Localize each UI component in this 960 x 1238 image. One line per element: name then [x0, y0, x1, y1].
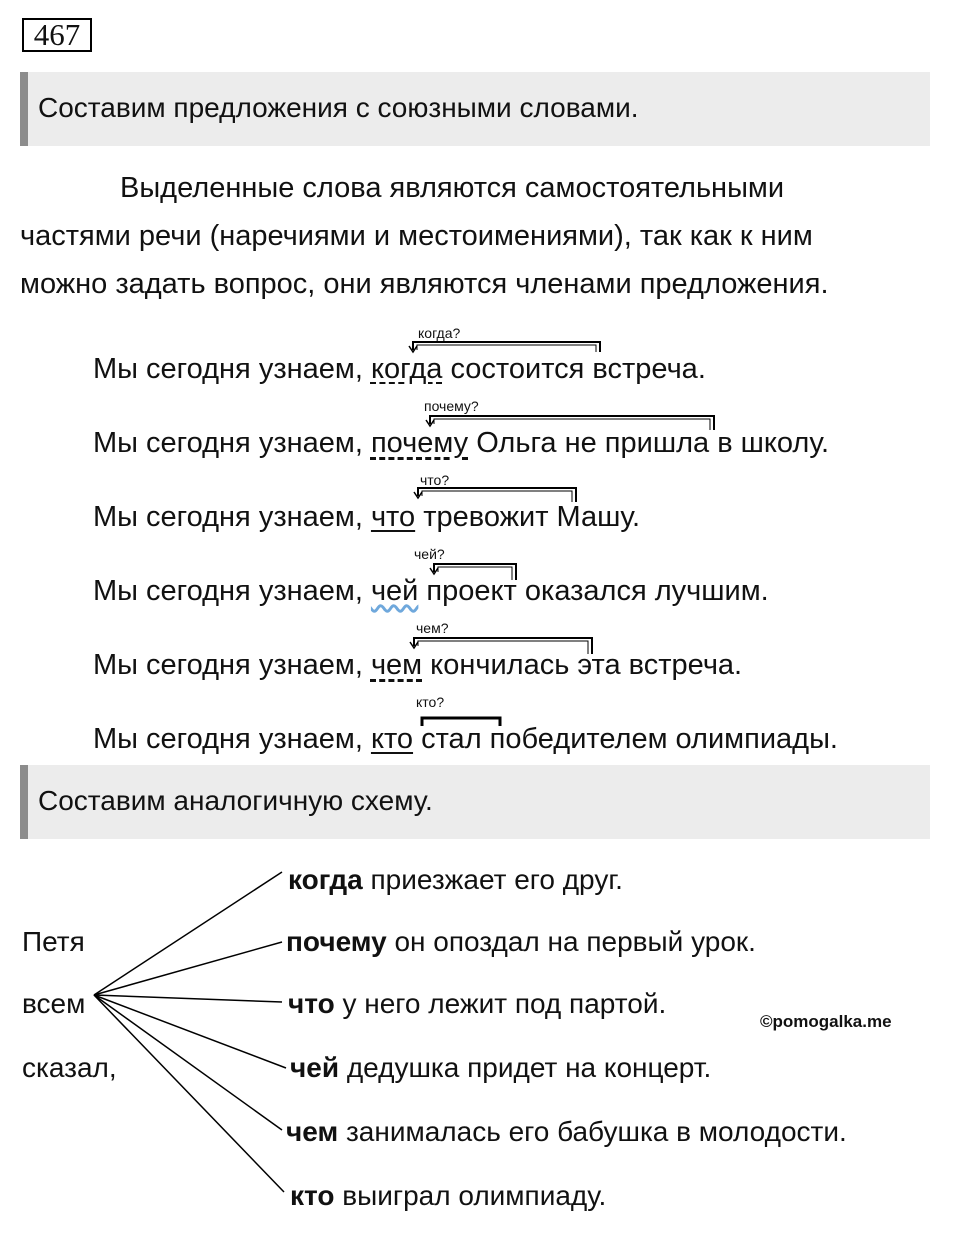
scheme-branch: кто выиграл олимпиаду. — [290, 1180, 607, 1211]
conjunctive-word: когда — [370, 353, 443, 385]
section-heading-1-text: Составим предложения с союзными словами. — [38, 92, 639, 123]
section-heading-2-text: Составим аналогичную схему. — [38, 785, 433, 816]
question-label: чей? — [414, 546, 445, 562]
scheme-branch: что у него лежит под партой. — [288, 988, 667, 1019]
scheme-line — [94, 995, 282, 1130]
main-clause-word: Петя — [22, 926, 85, 957]
question-label: чем? — [416, 620, 449, 636]
main-clause-word: сказал, — [22, 1052, 117, 1083]
scheme-branch: чем занималась его бабушка в молодости. — [286, 1116, 847, 1147]
scheme-line — [94, 995, 286, 1068]
explanation-line-1: Выделенные слова являются самостоятельными — [120, 172, 785, 204]
scheme-branch: когда приезжает его друг. — [288, 864, 623, 895]
conjunctive-word: чей — [370, 575, 419, 607]
explanation-line-2: частями речи (наречиями и местоимениями), так как к ним — [20, 220, 813, 252]
question-label: когда? — [418, 325, 461, 341]
conjunctive-word: почему — [370, 427, 469, 459]
example-sentence: Мы сегодня узнаем, почему Ольга не пришла в школу. — [93, 427, 829, 459]
scheme-line — [94, 995, 282, 1002]
conjunctive-word: кто — [370, 723, 414, 755]
example-sentence: Мы сегодня узнаем, что тревожит Машу. — [93, 501, 641, 533]
scheme-line — [94, 942, 282, 995]
example-sentence: Мы сегодня узнаем, когда состоится встреча. — [93, 353, 706, 385]
explanation-line-3: можно задать вопрос, они являются членами предложения. — [20, 268, 829, 300]
scheme-branch: чей дедушка придет на концерт. — [290, 1052, 712, 1083]
example-sentence: Мы сегодня узнаем, чем кончилась эта встреча. — [93, 649, 743, 681]
example-sentence: Мы сегодня узнаем, кто стал победителем олимпиады. — [93, 723, 838, 755]
conjunctive-word: чем — [370, 649, 423, 681]
question-label: почему? — [424, 398, 479, 414]
main-clause-word: всем — [22, 988, 86, 1019]
exercise-number: 467 — [22, 18, 92, 52]
watermark: ©pomogalka.me — [760, 1012, 892, 1031]
scheme-line — [94, 872, 282, 995]
scheme-line — [94, 995, 284, 1192]
question-label: кто? — [416, 694, 445, 710]
example-sentence: Мы сегодня узнаем, чей проект оказался лучшим. — [93, 575, 769, 607]
scheme-branch: почему он опоздал на первый урок. — [286, 926, 756, 957]
question-label: что? — [420, 472, 450, 488]
conjunctive-word: что — [370, 501, 416, 533]
